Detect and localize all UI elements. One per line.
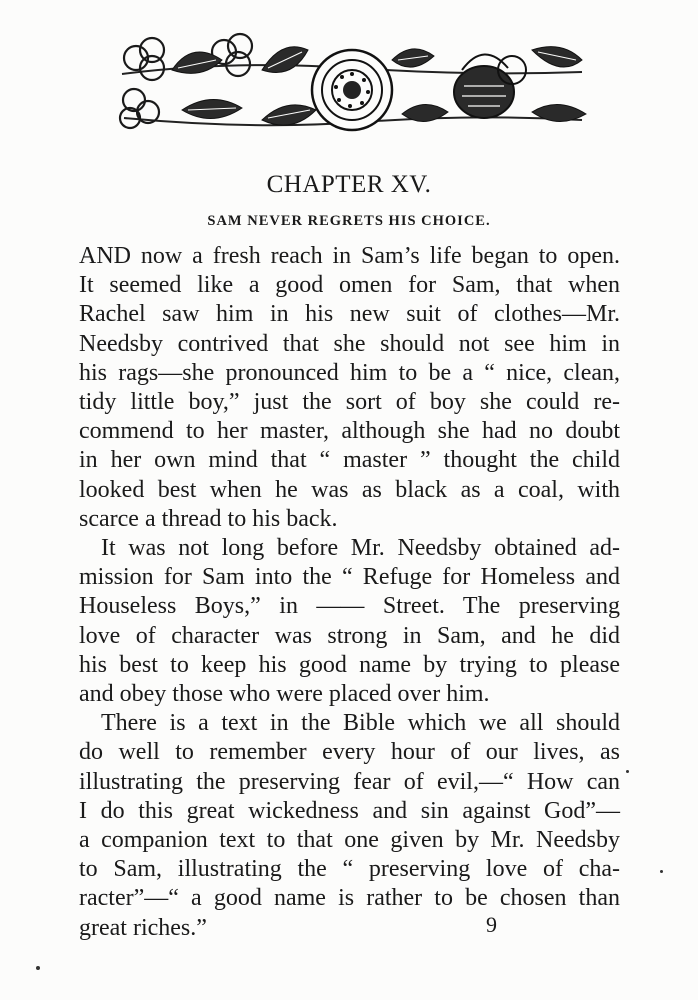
- floral-ornament-icon: [112, 30, 596, 140]
- text-line: do well to remember every hour of our lives, as: [79, 739, 620, 766]
- text-line: It was not long before Mr. Needsby obtained ad-: [101, 535, 620, 562]
- text-line: love of character was strong in Sam, and he did: [79, 622, 620, 649]
- text-line: Needsby contrived that she should not see him in: [79, 330, 620, 357]
- text-line: tidy little boy,” just the sort of boy she could re-: [79, 389, 620, 416]
- text-line: his rags—she pronounced him to be a “ nice, clean,: [79, 359, 620, 386]
- text-line: and obey those who were placed over him.: [79, 681, 490, 708]
- paper-speck: [660, 870, 663, 873]
- text-line: racter”—“ a good name is rather to be chosen than: [79, 885, 620, 912]
- text-line: great riches.”: [79, 914, 207, 941]
- paper-speck: [36, 966, 40, 970]
- text-line: mission for Sam into the “ Refuge for Homeless and: [79, 564, 620, 591]
- text-line: There is a text in the Bible which we all should: [101, 710, 620, 737]
- text-line: Rachel saw him in his new suit of clothes—Mr.: [79, 301, 620, 328]
- body-text: [79, 242, 620, 943]
- text-line: illustrating the preserving fear of evil,—“ How can: [79, 768, 620, 795]
- chapter-title: CHAPTER XV.: [266, 171, 432, 198]
- text-line: AND now a fresh reach in Sam’s life began to open.: [79, 243, 620, 269]
- paper-speck: [626, 770, 629, 773]
- text-line: scarce a thread to his back.: [79, 505, 338, 532]
- chapter-subtitle: SAM NEVER REGRETS HIS CHOICE.: [207, 213, 491, 229]
- text-line: commend to her master, although she had no doubt: [79, 418, 620, 445]
- text-line: his best to keep his good name by trying to please: [79, 651, 620, 678]
- text-line: looked best when he was as black as a coal, with: [79, 476, 620, 503]
- text-line: in her own mind that “ master ” thought the child: [79, 447, 620, 474]
- text-line: a companion text to that one given by Mr. Needsby: [79, 827, 620, 854]
- page-number: 9: [486, 912, 497, 937]
- text-line: I do this great wickedness and sin against God”—: [79, 797, 620, 824]
- text-line: It seemed like a good omen for Sam, that when: [79, 272, 620, 299]
- text-line: to Sam, illustrating the “ preserving love of cha-: [79, 856, 620, 883]
- text-line: Houseless Boys,” in —— Street. The preserving: [79, 593, 620, 620]
